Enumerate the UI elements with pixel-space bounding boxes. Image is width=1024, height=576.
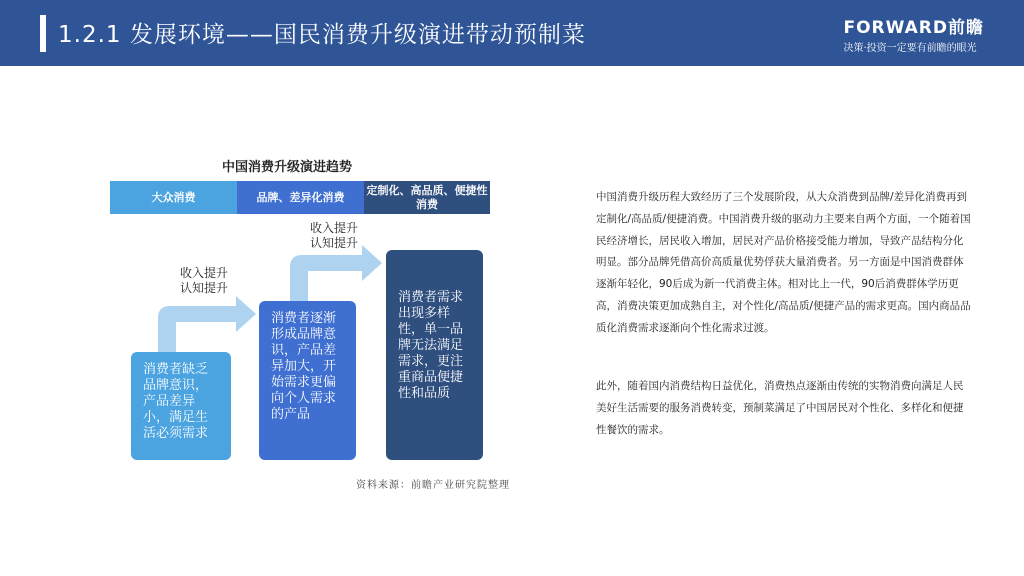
- body-paragraph-2: 此外，随着国内消费结构日益优化，消费热点逐渐由传统的实物消费向满足人民美好生活需要的服务消费转变，预制菜满足了中国居民对个性化、多样化和便捷性餐饮的需求。: [596, 380, 964, 436]
- stage-mass-consumption: 大众消费: [110, 181, 237, 214]
- stage3-description-box: 消费者需求出现多样性，单一品牌无法满足需求，更注重商品便捷性和品质: [386, 250, 483, 460]
- arrow-step-2: [290, 245, 382, 301]
- brand-slogan: 决策·投资一定要有前瞻的眼光: [843, 43, 977, 54]
- body-paragraph-1: 中国消费升级历程大致经历了三个发展阶段，从大众消费到品牌/差异化消费再到定制化/高品质/便捷消费。中国消费升级的驱动力主要来自两个方面，一个随着国民经济增长，居民收入增加，居民对产品价格接受能力增加，导致产品结构分化明显。部分品牌凭借高价高质量优势俘获大量消费者。另一方面是中国消费群体逐渐年轻化，90后成为新一代消费主体。相对比上一代，90后消费群体学历更高，消费决策更加成熟自主，对个性化/高品质/便捷产品的需求更高。国内商品品质化消费需求逐渐向个性化需求过渡。: [596, 191, 971, 334]
- arrow-label-2-text: 收入提升 认知提升: [310, 221, 359, 250]
- arrow-label-1: [180, 266, 228, 296]
- arrow-step-1: [158, 296, 256, 352]
- source-note: 资料来源：前瞻产业研究院整理: [356, 480, 510, 491]
- stage2-description-box: 消费者逐渐形成品牌意识，产品差异加大，开始需求更偏向个人需求的产品: [259, 301, 356, 460]
- page-title: 1.2.1 发展环境——国民消费升级演进带动预制菜: [58, 22, 586, 48]
- stage-brand-consumption: 品牌、差异化消费: [237, 181, 364, 214]
- diagram-title: 中国消费升级演进趋势: [222, 160, 353, 175]
- brand-name: FORWARD前瞻: [843, 18, 984, 38]
- arrow-label-1-text: 收入提升 认知提升: [180, 266, 229, 295]
- arrow-label-2: [310, 221, 358, 251]
- stage-custom-consumption: 定制化、高品质、便捷性消费: [364, 181, 490, 214]
- stage1-description-box: 消费者缺乏品牌意识，产品差异小，满足生活必须需求: [131, 352, 231, 460]
